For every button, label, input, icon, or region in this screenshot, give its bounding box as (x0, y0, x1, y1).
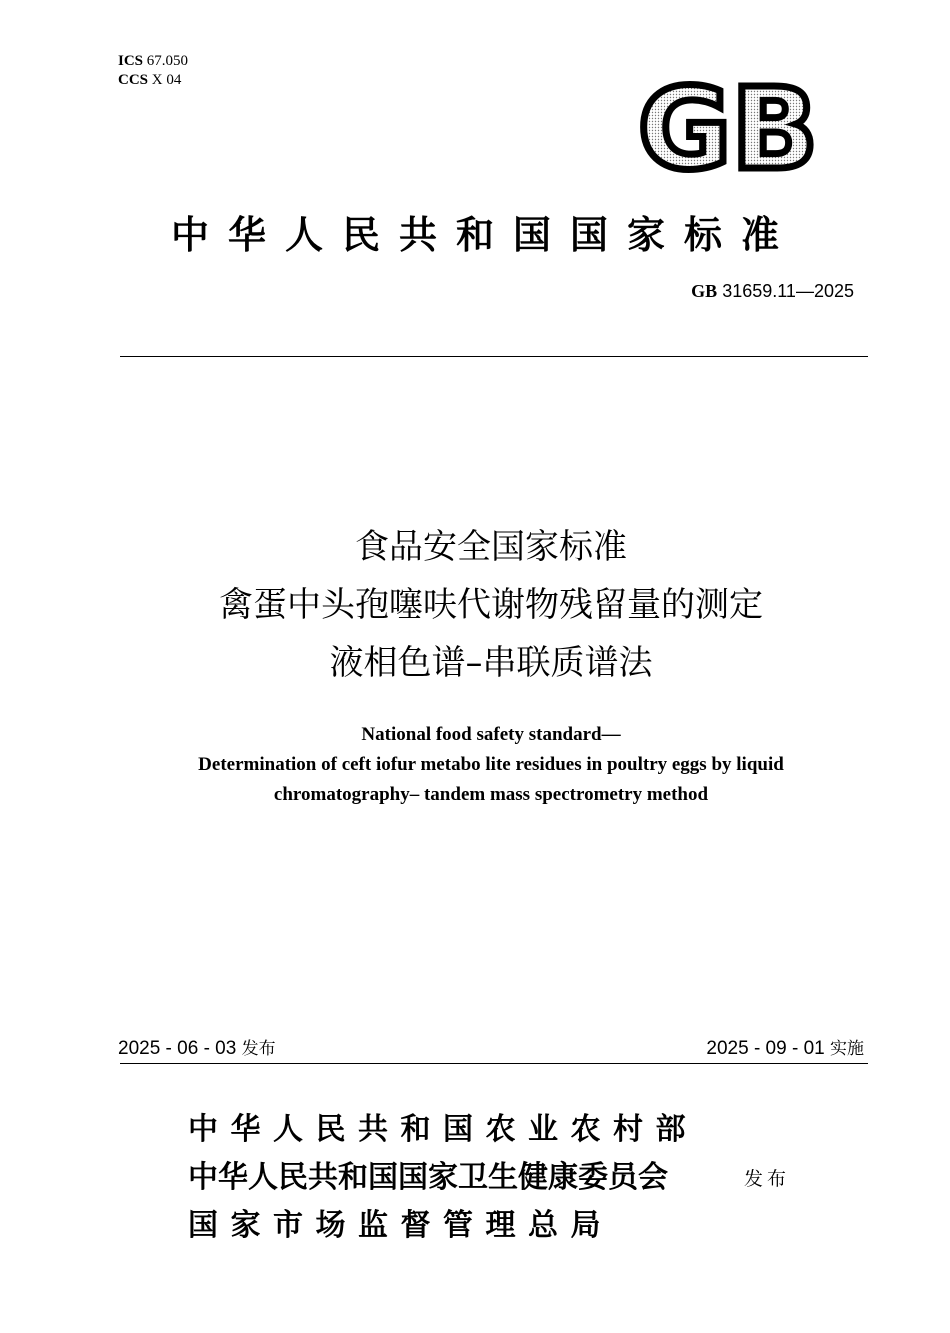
ccs-code (118, 71, 188, 90)
title-cn-line-2: 禽蛋中头孢噻呋代谢物残留量的测定 (219, 585, 763, 625)
effective-date (706, 1034, 864, 1060)
gb-logo-icon (636, 78, 822, 174)
title-en-line-1: National food safety standard— (361, 724, 621, 745)
issue-date-value: 2025 - 06 - 03 (118, 1038, 237, 1059)
title-cn-line-1: 食品安全国家标准 (355, 527, 627, 567)
effective-date-value: 2025 - 09 - 01 (706, 1038, 825, 1059)
issue-date (118, 1034, 276, 1060)
title-cn-line-3: 液相色谱–串联质谱法 (329, 643, 653, 683)
ccs-label: CCS (118, 72, 149, 88)
ics-value: 67.050 (146, 53, 189, 69)
standard-prefix: GB (691, 281, 718, 301)
issuer-ministry-agriculture: 中华人民共和国农业农村部 (188, 1112, 698, 1147)
issuer-market-regulation: 国家市场监督管理总局 (188, 1208, 613, 1243)
ics-code (118, 52, 188, 71)
ics-label: ICS (118, 53, 144, 69)
title-en-line-2: Determination of ceft iofur metabo lite residues in poultry eggs by liquid (198, 754, 784, 775)
issuer-health-commission: 中华人民共和国国家卫生健康委员会 (188, 1160, 668, 1195)
issue-date-label: 发布 (241, 1039, 276, 1059)
standard-number (691, 281, 854, 302)
title-en-line-3: chromatography– tandem mass spectrometry method (273, 784, 709, 805)
standard-code: 31659.11—2025 (722, 281, 854, 301)
ccs-value: X 04 (151, 72, 182, 88)
national-standard-title: 中华人民共和国国家标准 (170, 213, 798, 257)
classification-codes (118, 52, 188, 90)
publish-label: 发布 (744, 1168, 791, 1190)
top-divider (120, 356, 868, 357)
gb-logo-text: GB (638, 78, 818, 174)
effective-date-label: 实施 (830, 1039, 864, 1059)
bottom-divider (120, 1063, 868, 1064)
